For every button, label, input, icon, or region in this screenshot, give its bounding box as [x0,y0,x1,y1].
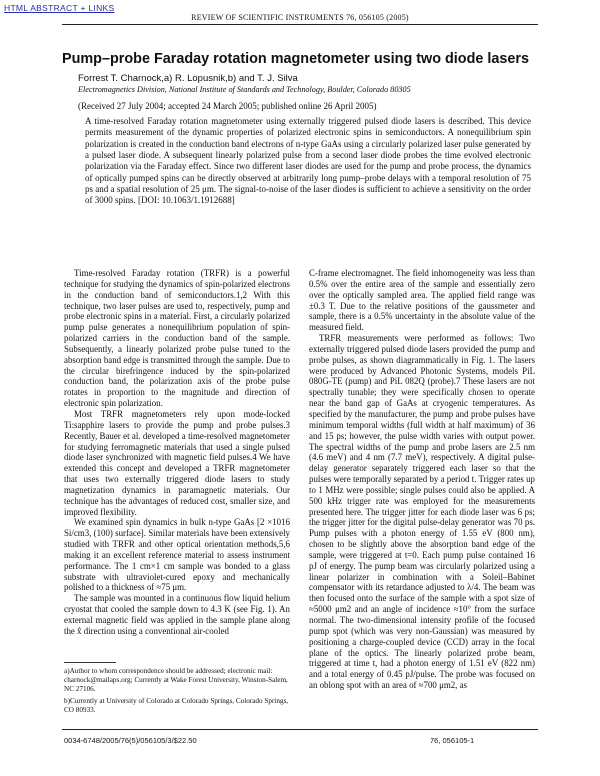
header-rule [62,24,538,25]
paragraph: Most TRFR magnetometers rely upon mode-locked Ti:sapphire lasers to provide the pump and probe pulses.3 Recently, Bauer et al. developed a time-resolved magnetometer for studying ferromagnetic materials that used a single pulsed diode laser synchronized with magnetic field pulses.4 We have extended this concept and developed a TRFR magnetometer that uses two externally triggered diode lasers to study magnetization dynamics in paramagnetic materials. Our technique has the advantages of reduced cost, smaller size, and improved flexibility. [64,408,290,517]
article-authors: Forrest T. Charnock,a) R. Lopusnik,b) and T. J. Silva [78,73,298,84]
body-column-right [309,268,535,691]
journal-header: REVIEW OF SCIENTIFIC INSTRUMENTS 76, 056105 (2005) [191,13,409,22]
paragraph: The sample was mounted in a continuous flow liquid helium cryostat that cooled the sample down to 4.3 K (see Fig. 1). An external magnetic field was applied in the sample plane along the x̂ direction using a conventional air-cooled [64,593,290,636]
body-column-left [64,268,290,637]
footer-issn: 0034-6748/2005/76(5)/056105/3/$22.50 [64,736,197,745]
footnote-rule [64,662,116,663]
paragraph: C-frame electromagnet. The field inhomogeneity was less than 0.5% over the entire area of the sample and essentially zero over the optically sampled area. The applied field range was ±0.3 T. Due to the relative positions of the gaussmeter and sample, there is a 0.5% uncertainty in the absolute value of the measured field. [309,268,535,333]
article-title: Pump–probe Faraday rotation magnetometer using two diode lasers [62,51,529,67]
footnote-a: a)Author to whom correspondence should be addressed; electronic mail: charnock@mailaps.org; Currently at Wake Forest University, Winston-Salem, NC 27106. [64,667,288,693]
abstract: A time-resolved Faraday rotation magnetometer using externally triggered pulsed diode lasers is described. This device permits measurement of the dynamic properties of polarized electronic spins in semiconductors. A nonequilibrium spin polarization is created in the conduction band electrons of n-type GaAs using a circularly polarized laser pulse generated by a pulsed laser diode. A subsequent linearly polarized pulse from a second laser diode probes the time evolved electronic polarization via the Faraday effect. Since two different laser diodes are used for the pump and probe process, the dynamics of optically pumped spins can be directly observed at arbitrarily long pump–probe delays with a temporal resolution of 75 ps and a spatial resolution of 25 μm. The signal-to-noise of the laser diodes is sufficient to achieve a sensitivity on the order of 3000 spins. [DOI: 10.1063/1.1912688] [85,116,531,206]
paragraph: TRFR measurements were performed as follows: Two externally triggered pulsed diode lasers provided the pump and probe pulses, as shown diagrammatically in Fig. 1. The lasers were produced by Advanced Photonic Systems, models PiL 080G-TE (pump) and PiL 082Q (probe).7 These lasers are not spectrally tunable; they were specifically chosen to operate near the band gap of GaAs at cryogenic temperatures. As specified by the manufacturer, the pump and probe pulses have minimum temporal widths (full width at half maximum) of 36 and 15 ps; however, the pulse width varies with output power. The spectral widths of the pump and probe lasers are 2.5 nm (4.6 meV) and 4 nm (7.7 meV), respectively. A digital pulse-delay generator separately triggered each laser so that the pulses were temporally separated by a period t. Trigger rates up to 1 MHz were possible; single pulses could also be applied. A 500 kHz trigger rate was employed for the measurements presented here. The trigger jitter for each diode laser was 6 ps; the trigger jitter for the digital pulse-delay generator was 70 ps. Pump pulses with a photon energy of 1.55 eV (800 nm), chosen to be slightly above the absorption band edge of the sample, were triggered at t=0. Each pump pulse contained 16 pJ of energy. The pump beam was circularly polarized using a linear polarizer in combination with a Soleil–Babinet compensator with its retardance adjusted to λ/4. The beam was then focused onto the surface of the sample with a spot size of ≈5000 μm2 and an angle of incidence ≈10° from the surface normal. The two-dimensional intensity profile of the focused pump spot (which was very non-Gaussian) was measured by positioning a charge-coupled device (CCD) array in the focal plane of the optics. The linearly polarized probe beam, triggered at time t, had a photon energy of 1.51 eV (822 nm) and a total energy of 0.45 pJ/pulse. The probe was focused on an oblong spot with an area of ≈700 μm2, as [309,333,535,691]
footer-rule [62,729,538,730]
paragraph: Time-resolved Faraday rotation (TRFR) is a powerful technique for studying the dynamics of spin-polarized electrons in the conduction band of semiconductors.1,2 With this technique, two laser pulses are used to, respectively, pump and probe electronic spins in a material. First, a circularly polarized pump pulse generates a nonequilibrium population of spin-polarized carriers in the conduction band of the sample. Subsequently, a linearly polarized probe pulse tuned to the absorption band edge is transmitted through the sample. Due to the circular birefringence induced by the spin-polarized conduction band, the polarization axis of the probe pulse rotates in proportion to the magnitude and direction of electronic spin polarization. [64,268,291,409]
author-affiliation: Electromagnetics Division, National Institute of Standards and Technology, Boulder, Colorado 80305 [78,85,411,94]
footnote-b: b)Currently at University of Colorado at Colorado Springs, Colorado Springs, CO 80933. [64,697,289,714]
abstract-links[interactable]: HTML ABSTRACT + LINKS [4,3,115,13]
footer-page: 76, 056105-1 [430,736,475,745]
paragraph: We examined spin dynamics in bulk n-type GaAs [2 ×1016 Si/cm3, (100) surface]. Similar materials have been extensively studied with TRFR and other optical orientation methods,5,6 making it an excellent reference material to assess instrument performance. The 1 cm×1 cm sample was bonded to a glass substrate with ultraviolet-cured epoxy and mechanically polished to a thickness of ≈75 μm. [64,517,290,593]
received-dates: (Received 27 July 2004; accepted 24 March 2005; published online 26 April 2005) [78,101,377,111]
